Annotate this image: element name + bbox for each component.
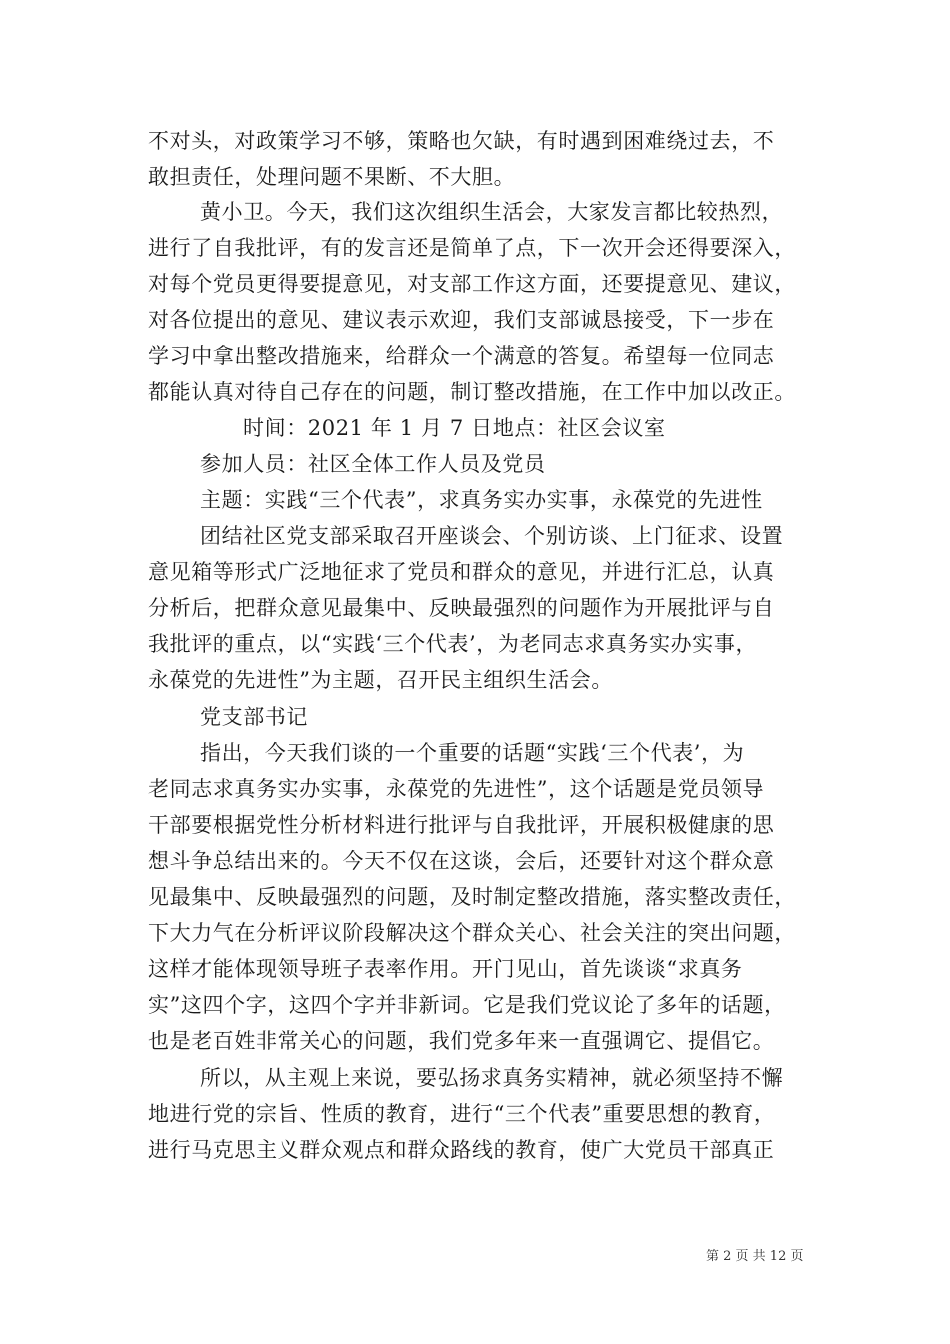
- meeting-time-line: 时间：2021 年 1 月 7 日地点：社区会议室: [243, 416, 666, 440]
- text-line: 老同志求真务实办实事，永葆党的先进性”，这个话题是党员领导: [148, 777, 765, 801]
- text-line: 想斗争总结出来的。今天不仅在这谈，会后，还要针对这个群众意: [148, 849, 775, 873]
- text-line: 意见箱等形式广泛地征求了党员和群众的意见，并进行汇总，认真: [148, 560, 775, 584]
- speaker-heading: 党支部书记: [200, 705, 308, 729]
- page-number: 第 2 页 共 12 页: [706, 1249, 804, 1264]
- text-line: 下大力气在分析评议阶段解决这个群众关心、社会关注的突出问题，: [148, 921, 796, 945]
- text-line: 对每个党员更得要提意见，对支部工作这方面，还要提意见、建议，: [148, 272, 796, 296]
- text-line: 地进行党的宗旨、性质的教育，进行“三个代表”重要思想的教育，: [148, 1102, 776, 1126]
- text-line: 指出，今天我们谈的一个重要的话题“实践‘三个代表’，为: [200, 741, 745, 765]
- text-line: 分析后，把群众意见最集中、反映最强烈的问题作为开展批评与自: [148, 596, 775, 620]
- text-line: 敢担责任，处理问题不果断、不大胆。: [148, 165, 516, 189]
- text-line: 永葆党的先进性”为主题，召开民主组织生活会。: [148, 668, 613, 692]
- text-line: 学习中拿出整改措施来，给群众一个满意的答复。希望每一位同志: [148, 344, 775, 368]
- text-line: 干部要根据党性分析材料进行批评与自我批评，开展积极健康的思: [148, 813, 775, 837]
- text-line: 见最集中、反映最强烈的问题，及时制定整改措施，落实整改责任，: [148, 885, 796, 909]
- text-line: 所以，从主观上来说，要弘扬求真务实精神，就必须坚持不懈: [200, 1066, 784, 1090]
- text-line: 实”这四个字，这四个字并非新词。它是我们党议论了多年的话题，: [148, 993, 786, 1017]
- text-line: 也是老百姓非常关心的问题，我们党多年来一直强调它、提倡它。: [148, 1029, 775, 1053]
- text-line: 不对头，对政策学习不够，策略也欠缺，有时遇到困难绕过去，不: [148, 129, 775, 153]
- text-line: 进行马克思主义群众观点和群众路线的教育，使广大党员干部真正: [148, 1138, 775, 1162]
- theme-line: 主题：实践“三个代表”，求真务实办实事，永葆党的先进性: [200, 488, 763, 512]
- text-line: 黄小卫。今天，我们这次组织生活会，大家发言都比较热烈，: [200, 200, 784, 224]
- text-line: 这样才能体现领导班子表率作用。开门见山，首先谈谈“求真务: [148, 957, 743, 981]
- text-line: 团结社区党支部采取召开座谈会、个别访谈、上门征求、设置: [200, 524, 784, 548]
- text-line: 进行了自我批评，有的发言还是简单了点，下一次开会还得要深入，: [148, 236, 796, 260]
- text-line: 都能认真对待自己存在的问题，制订整改措施，在工作中加以改正。: [148, 380, 796, 404]
- text-line: 对各位提出的意见、建议表示欢迎，我们支部诚恳接受，下一步在: [148, 308, 775, 332]
- attendees-line: 参加人员：社区全体工作人员及党员: [200, 452, 546, 476]
- text-line: 我批评的重点，以“实践‘三个代表’，为老同志求真务实办实事，: [148, 632, 758, 656]
